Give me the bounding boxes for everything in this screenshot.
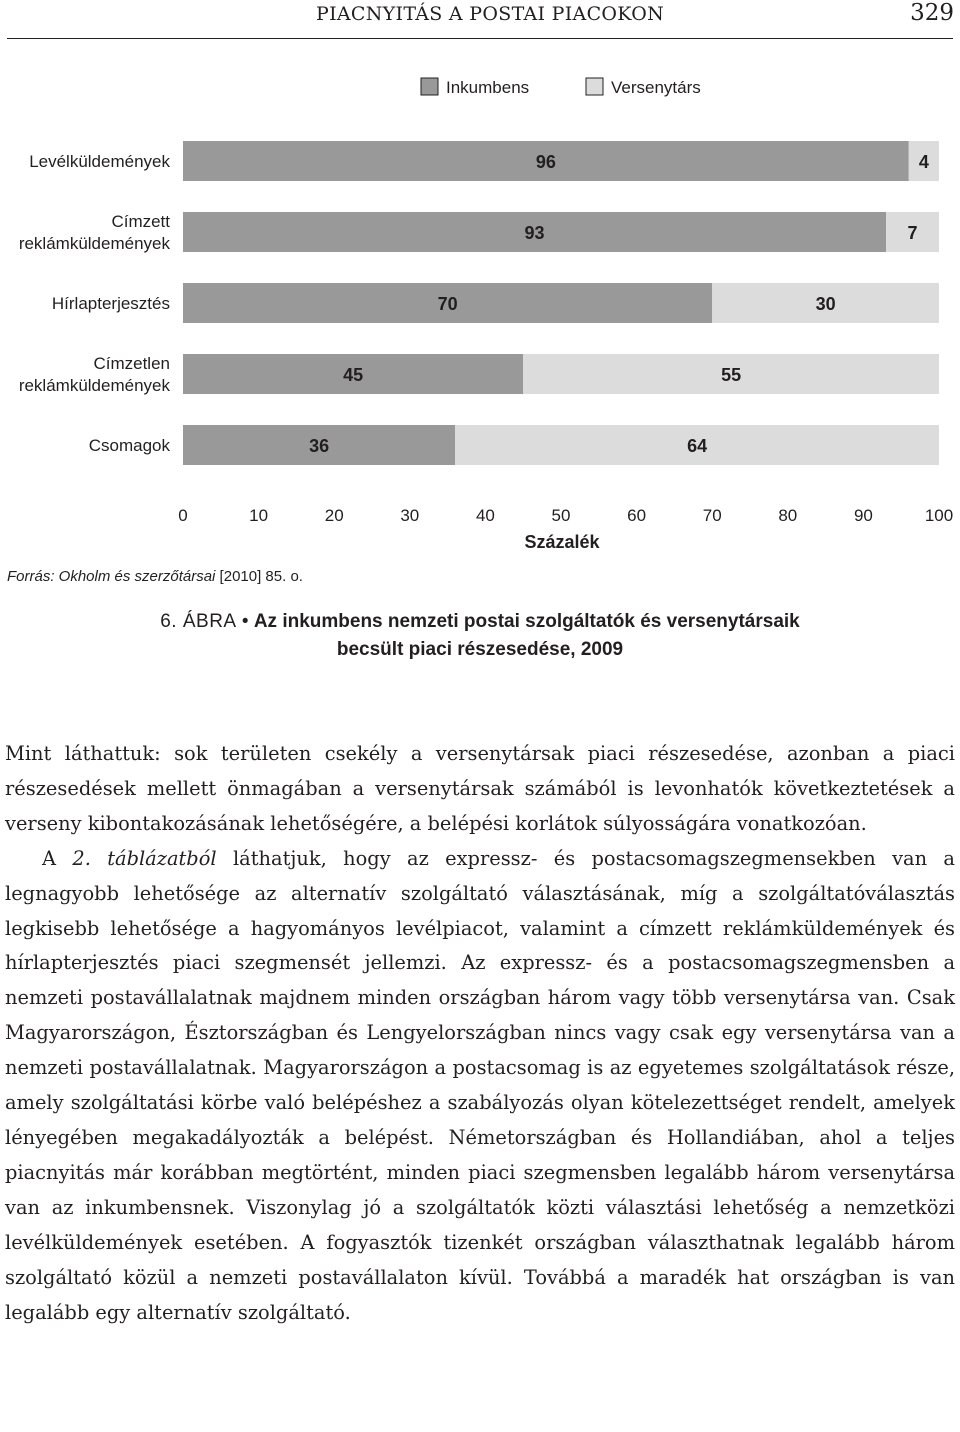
caption-bullet: •	[236, 611, 254, 632]
bar-value-label: 70	[437, 294, 458, 314]
bar-value-label: 45	[343, 365, 364, 385]
x-tick-label: 90	[853, 506, 873, 525]
x-tick-label: 60	[627, 506, 647, 525]
x-tick-label: 70	[702, 506, 722, 525]
source-authors: Forrás: Okholm és szerzőtársai	[7, 568, 216, 585]
x-tick-label: 20	[324, 506, 344, 525]
category-label: Hírlapterjesztés	[51, 294, 170, 313]
x-tick-label: 10	[249, 506, 269, 525]
source-reference: [2010] 85. o.	[215, 568, 303, 585]
market-share-chart	[0, 0, 960, 560]
figure-title-line1: Az inkumbens nemzeti postai szolgáltatók és versenytársaik	[253, 611, 800, 632]
table-reference: 2. táblázatból	[72, 846, 217, 870]
paragraph-1: Mint láthattuk: sok területen csekély a versenytársak piaci részesedése, azonban a piaci részesedések mellett önmagában a versenytársak számából is levonhatók következtetések a verseny kibontakozásának lehetőségére, a belépési korlátok súlyosságára vonatkozóan.	[5, 742, 955, 835]
bar-value-label: 30	[815, 294, 836, 314]
category-label: Címzetlen	[93, 354, 170, 373]
legend-swatch-competitor	[586, 78, 603, 95]
figure-label: 6. ÁBRA	[160, 611, 237, 632]
bar-value-label: 36	[309, 436, 330, 456]
x-tick-label: 50	[551, 506, 571, 525]
category-label: Levélküldemények	[29, 152, 170, 171]
category-label: reklámküldemények	[18, 234, 170, 253]
figure-source	[7, 568, 303, 585]
bar-value-label: 4	[918, 152, 929, 172]
page-number: 329	[910, 0, 954, 26]
x-axis-label: Százalék	[524, 532, 600, 552]
category-label: Címzett	[111, 212, 170, 231]
legend-label-incumbent: Inkumbens	[446, 78, 530, 97]
figure-caption	[0, 608, 960, 664]
x-tick-label: 40	[475, 506, 495, 525]
bar-value-label: 93	[524, 223, 545, 243]
category-label: reklámküldemények	[18, 376, 170, 395]
paragraph-2-start: A	[42, 846, 73, 870]
bar-value-label: 7	[907, 223, 918, 243]
legend-label-competitor: Versenytárs	[611, 78, 701, 97]
running-title: PIACNYITÁS A POSTAI PIACOKON	[316, 3, 665, 25]
paragraph-2-rest: láthatjuk, hogy az expressz- és postacsomagszegmensekben van a legnagyobb lehetősége az alternatív szolgáltató választásának, míg a szolgáltatóválasztás legkisebb lehetősége a hagyományos levélpiacot, valamint a címzett reklámküldemények és hírlapterjesztés piaci szegmensét jellemzi. Az expressz- és a postacsomagszegmensben a nemzeti postavállalatnak majdnem minden országban három vagy több versenytársa van. Csak Magyarországon, Észtországban és Lengyelországban nincs vagy csak egy versenytársa van a nemzeti postavállalatnak. Magyarországon a postacsomag is az egyetemes szolgáltatások része, amely szolgáltatási körbe való belépéshez a szabályozás olyan kötelezettséget rendelt, amelyek lényegében megakadályozták a belépést. Németországban és Hollandiában, ahol a teljes piacnyitás már korábban megtörtént, minden piaci szegmensben legalább három versenytársa van az inkumbensnek. Viszonylag jó a szolgáltatók közti választási lehetőség a nemzetközi levélküldemények esetében. A fogyasztók tizenkét országban választhatnak legalább három szolgáltató közül a nemzeti postavállalaton kívül. Továbbá a maradék hat országban is van legalább egy alternatív szolgáltató.	[5, 846, 955, 1324]
x-tick-label: 80	[778, 506, 798, 525]
body-text	[5, 737, 955, 1330]
legend-swatch-incumbent	[421, 78, 438, 95]
bar-value-label: 55	[721, 365, 742, 385]
category-label: Csomagok	[88, 436, 170, 455]
paragraph-2	[5, 842, 955, 1331]
x-tick-label: 0	[178, 506, 188, 525]
bar-value-label: 96	[535, 152, 556, 172]
figure-title-line2: becsült piaci részesedése, 2009	[336, 639, 624, 660]
x-tick-label: 100	[924, 506, 954, 525]
bar-value-label: 64	[687, 436, 708, 456]
x-tick-label: 30	[400, 506, 420, 525]
